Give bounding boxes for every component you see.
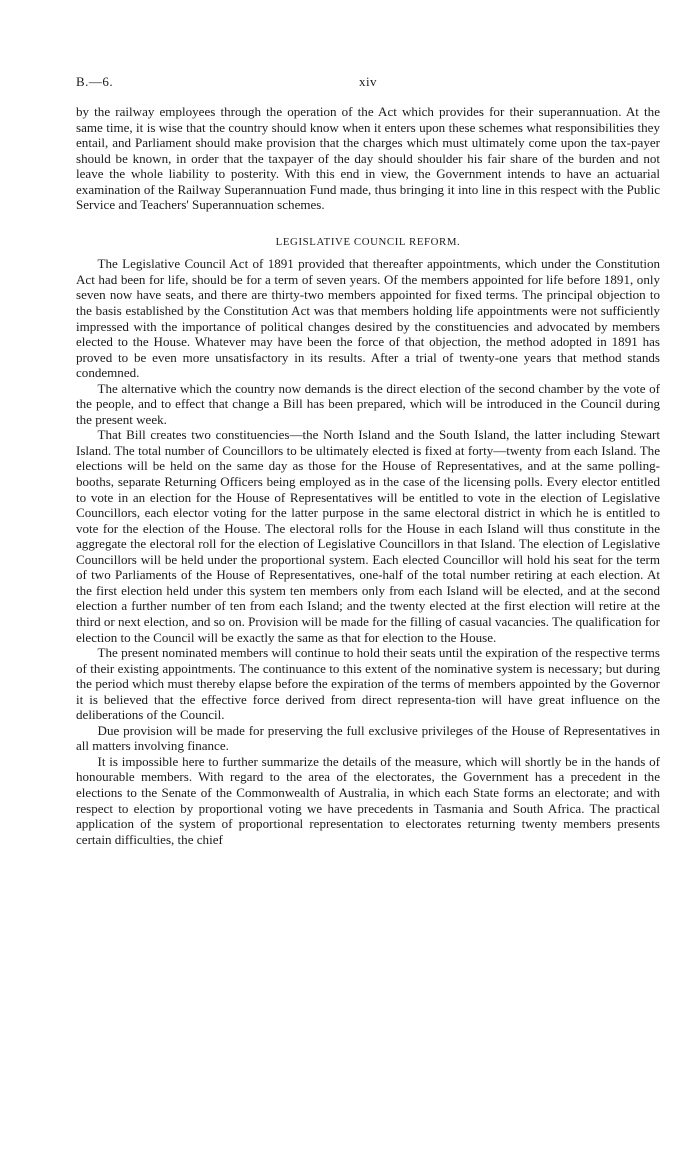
page-number: xiv <box>358 74 378 89</box>
section-heading: LEGISLATIVE COUNCIL REFORM. <box>275 235 461 248</box>
body-paragraph: That Bill creates two constituencies—the North Island and the South Island, the latter including Stewart Island. The total number of Councillors to be ultimately elected is fixed at forty—twenty from each Island. The elections will be held on the same day as those for the House of Representatives, and at the same polling-booths, separate Returning Officers being employed as in the case of the licensing polls. Every elector entitled to vote in an election for the House of Representatives will be entitled to vote in the election of Legislative Councillors, each elector voting for the latter purpose in the same electoral district in which he is entitled to vote for the election of the House. The electoral rolls for the House in each Island will thus constitute in the aggregate the electoral roll for the election of Legislative Councillors in that Island. The election of Legislative Councillors will be held under the proportional system. Each elected Councillor will hold his seat for the term of two Parliaments of the House of Representatives, one-half of the total number retiring at each election. At the first election held under this system ten members only from each Island will be elected, and at the second election a further number of ten from each Island; and the twenty elected at the first election will retire at the third or next election, and so on. Provision will be made for the filling of casual vacancies. The qualification for election to the Council will be exactly the same as that for election to the House. <box>76 427 660 645</box>
page-header <box>76 74 660 94</box>
body-paragraph: The present nominated members will continue to hold their seats until the expiration of the respective terms of their existing appointments. The continuance to this extent of the nominative system is necessary; but during the period which must thereby elapse before the expiration of the terms of members appointed by the Governor it is believed that the effective force derived from direct representa-tion will have great influence on the deliberations of the Council. <box>76 645 660 723</box>
document-reference: B.—6. <box>76 74 114 89</box>
body-paragraph: The alternative which the country now demands is the direct election of the second chamber by the vote of the people, and to effect that change a Bill has been prepared, which will be introduced in the Council during the present week. <box>76 380 660 427</box>
body-paragraph: The Legislative Council Act of 1891 provided that thereafter appointments, which under the Constitution Act had been for life, should be for a term of seven years. Of the members appointed for life before 1891, only seven now have seats, and there are thirty-two members appointed for fixed terms. The principal objection to the basis established by the Constitution Act was that members holding life appointments were not sufficiently impressed with the importance of political changes desired by the constituencies and advocated by members elected to the House. Whatever may have been the force of that objection, the method adopted in 1891 has proved to be even more unsatisfactory in its results. After a trial of twenty-one years that method stands condemned. <box>76 256 660 381</box>
continued-paragraph: by the railway employees through the operation of the Act which provides for their superannuation. At the same time, it is wise that the country should know when it enters upon these schemes what responsibilities they entail, and Parliament should make provision that the charges which must ultimately come upon the tax-payer should be known, in order that the taxpayer of the day should shoulder his fair share of the burden and not leave the whole liability to posterity. With this end in view, the Government intends to have an actuarial examination of the Railway Superannuation Fund made, thus bringing it into line in this respect with the Public Service and Teachers' Superannuation schemes. <box>76 104 660 213</box>
body-paragraph: It is impossible here to further summarize the details of the measure, which will shortly be in the hands of honourable members. With regard to the area of the electorates, the Government has a precedent in the elections to the Senate of the Commonwealth of Australia, in which each State forms an electorate; and with respect to election by proportional voting we have precedents in Tasmania and South Africa. The practical application of the system of proportional representation to electorates returning twenty members presents certain difficulties, the chief <box>76 753 660 847</box>
page-body <box>76 104 660 847</box>
body-paragraph: Due provision will be made for preserving the full exclusive privileges of the House of Representatives in all matters involving finance. <box>76 722 660 754</box>
